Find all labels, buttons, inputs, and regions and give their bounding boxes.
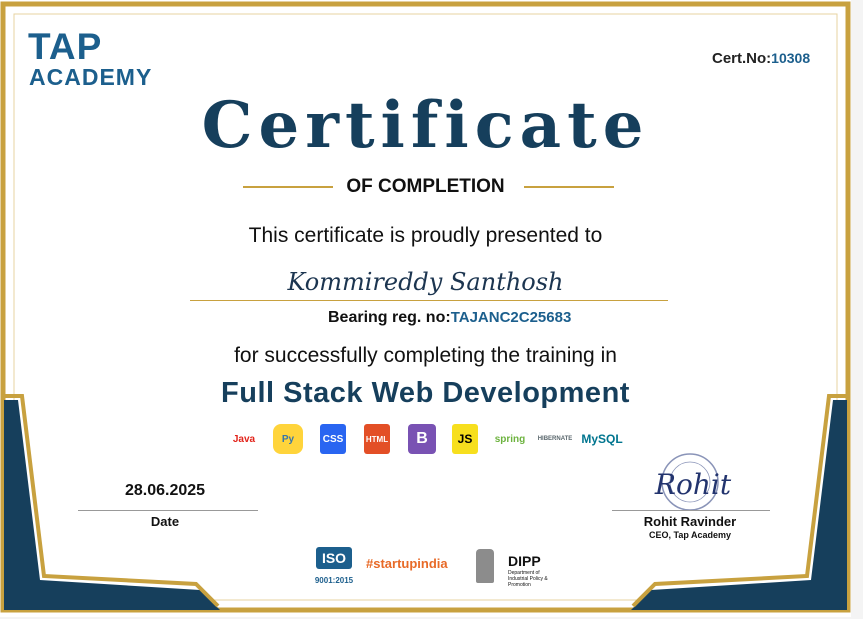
registration-number xyxy=(328,309,571,327)
startup-india-logo: #startupindia xyxy=(366,556,448,571)
name-underline xyxy=(190,300,668,301)
brand-logo-tap: TAP xyxy=(28,26,103,67)
subtitle-right-rule xyxy=(524,186,614,188)
completion-text: for successfully completing the training in xyxy=(234,344,617,367)
hibernate-logo: HIBERNATE xyxy=(537,436,573,442)
signature-rule xyxy=(612,510,770,511)
brand-logo-academy: ACADEMY xyxy=(29,64,153,90)
recipient-name: Kommireddy Santhosh xyxy=(287,268,564,296)
course-name: Full Stack Web Development xyxy=(221,377,630,409)
dipp-subtitle: Department of Industrial Policy & Promotion xyxy=(508,570,548,588)
signature: Rohit xyxy=(654,468,732,501)
css-logo: CSS xyxy=(320,424,346,454)
signatory-role: CEO, Tap Academy xyxy=(648,530,732,540)
cert-number xyxy=(712,50,810,67)
presented-text: This certificate is proudly presented to xyxy=(248,224,603,247)
bootstrap-logo: B xyxy=(408,424,436,454)
java-logo: Java xyxy=(232,433,256,445)
signatory-name: Rohit Ravinder xyxy=(643,514,737,529)
mysql-logo: MySQL xyxy=(581,432,623,446)
cert-number-label: Cert.No: xyxy=(712,50,772,67)
dipp-logo: DIPP xyxy=(508,553,541,569)
certificate-title: Certificate xyxy=(201,88,650,163)
registration-label: Bearing reg. no: xyxy=(328,309,451,326)
iso-certification: 9001:2015 xyxy=(314,576,354,585)
iso-logo: ISO xyxy=(316,547,352,569)
spring-logo: spring xyxy=(494,433,526,445)
date-label: Date xyxy=(150,514,180,529)
javascript-logo: JS xyxy=(452,424,478,454)
certificate-subtitle: OF COMPLETION xyxy=(346,176,505,197)
registration-value: TAJANC2C25683 xyxy=(450,309,572,326)
python-logo: Py xyxy=(273,424,303,454)
html-logo: HTML xyxy=(364,424,390,454)
issue-date: 28.06.2025 xyxy=(124,482,206,499)
cert-number-value: 10308 xyxy=(771,50,811,66)
date-rule xyxy=(78,510,258,511)
emblem-icon xyxy=(476,549,494,583)
